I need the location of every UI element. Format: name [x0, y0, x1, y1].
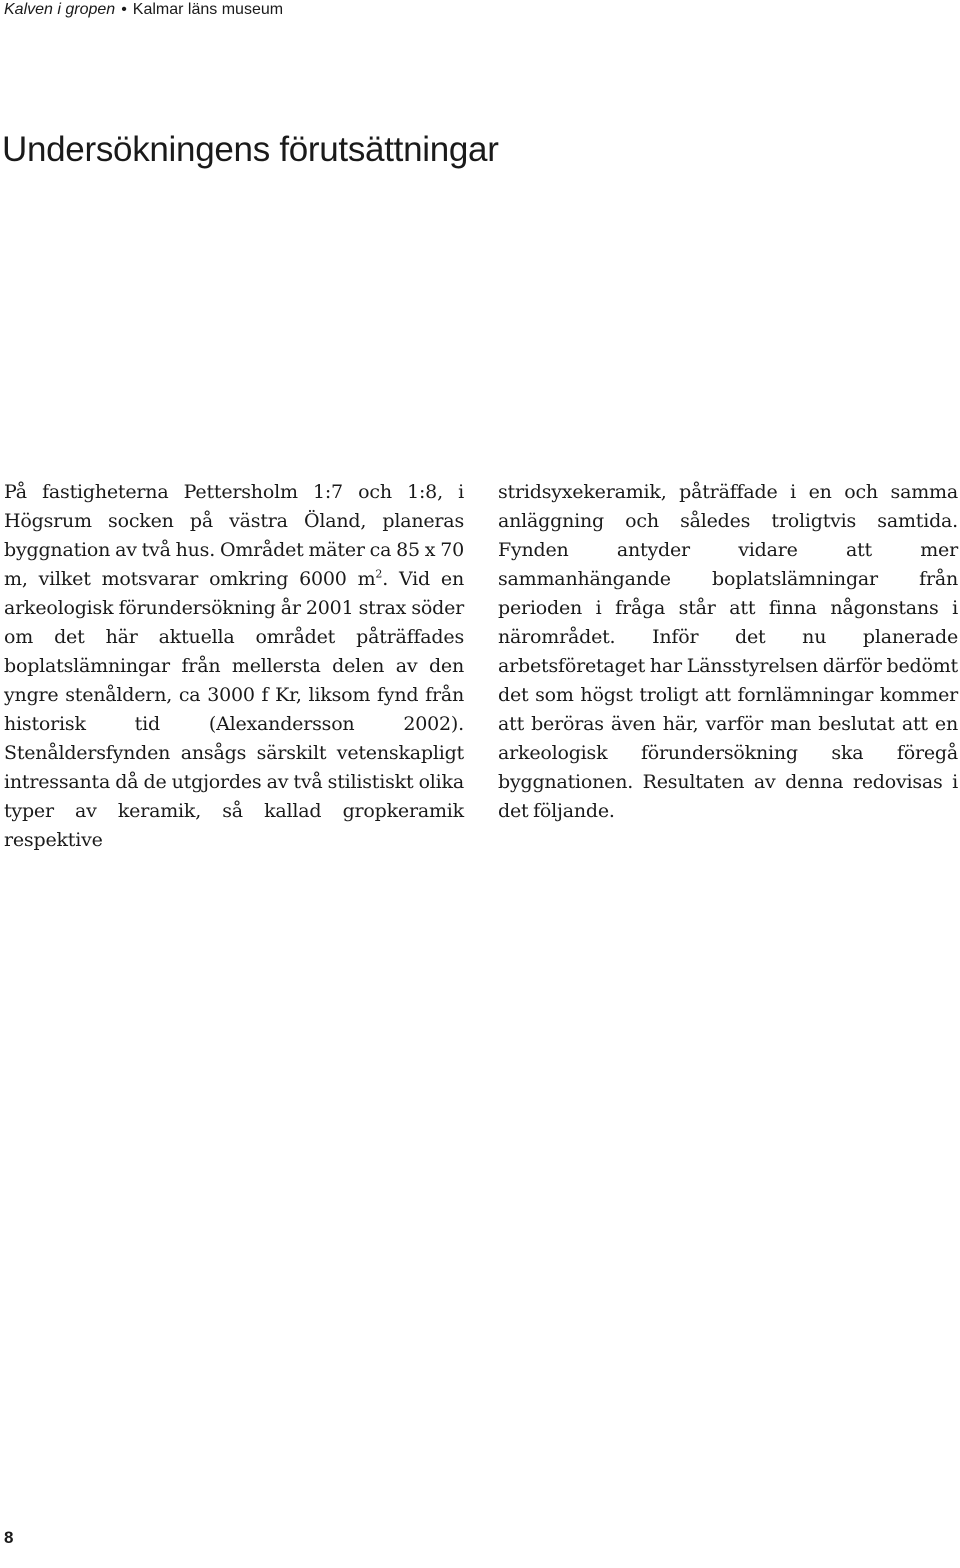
series-title: Kalven i gropen	[4, 1, 116, 18]
page-title: Undersökningens förutsättningar	[2, 130, 499, 169]
header-separator: •	[121, 1, 127, 18]
area-unit-superscript: 2	[375, 567, 383, 581]
body-paragraph-right: stridsyxekeramik, påträffade i en och samma anläggning och således troligtvis samtida. Fynden antyder vidare att mer sammanhängande boplatslämningar från perioden i fråga står att finna någonstans i närområdet. Inför det nu planerade arbetsföretaget har Länsstyrelsen därför bedömt det som högst troligt att fornlämningar kommer att beröras även här, varför man beslutat att en arkeologisk förundersökning ska föregå byggnationen. Resultaten av denna redovisas i det följande.	[498, 481, 958, 822]
running-head	[4, 0, 283, 20]
page-number: 8	[4, 1528, 14, 1547]
publisher-name: Kalmar läns museum	[132, 1, 284, 18]
body-text-left-part1: På fastigheterna Pettersholm 1:7 och 1:8, i Högsrum socken på västra Öland, planeras byggnation av två hus. Området mäter ca 85 x 70 m, vilket motsvarar omkring 6000 m	[4, 481, 464, 590]
body-column-right	[498, 478, 958, 826]
body-column-left	[4, 478, 464, 855]
body-paragraph-left	[4, 478, 464, 855]
body-text-left-part2: . Vid en arkeologisk förundersökning år 2001 strax söder om det här aktuella området påträffades boplatslämningar från mellersta delen av den yngre stenåldern, ca 3000 f Kr, liksom fynd från historisk tid (Alexandersson 2002). Stenåldersfynden ansågs särskilt vetenskapligt intressanta då de utgjordes av två stilistiskt olika typer av keramik, så kallad gropkeramik respektive	[4, 568, 464, 851]
